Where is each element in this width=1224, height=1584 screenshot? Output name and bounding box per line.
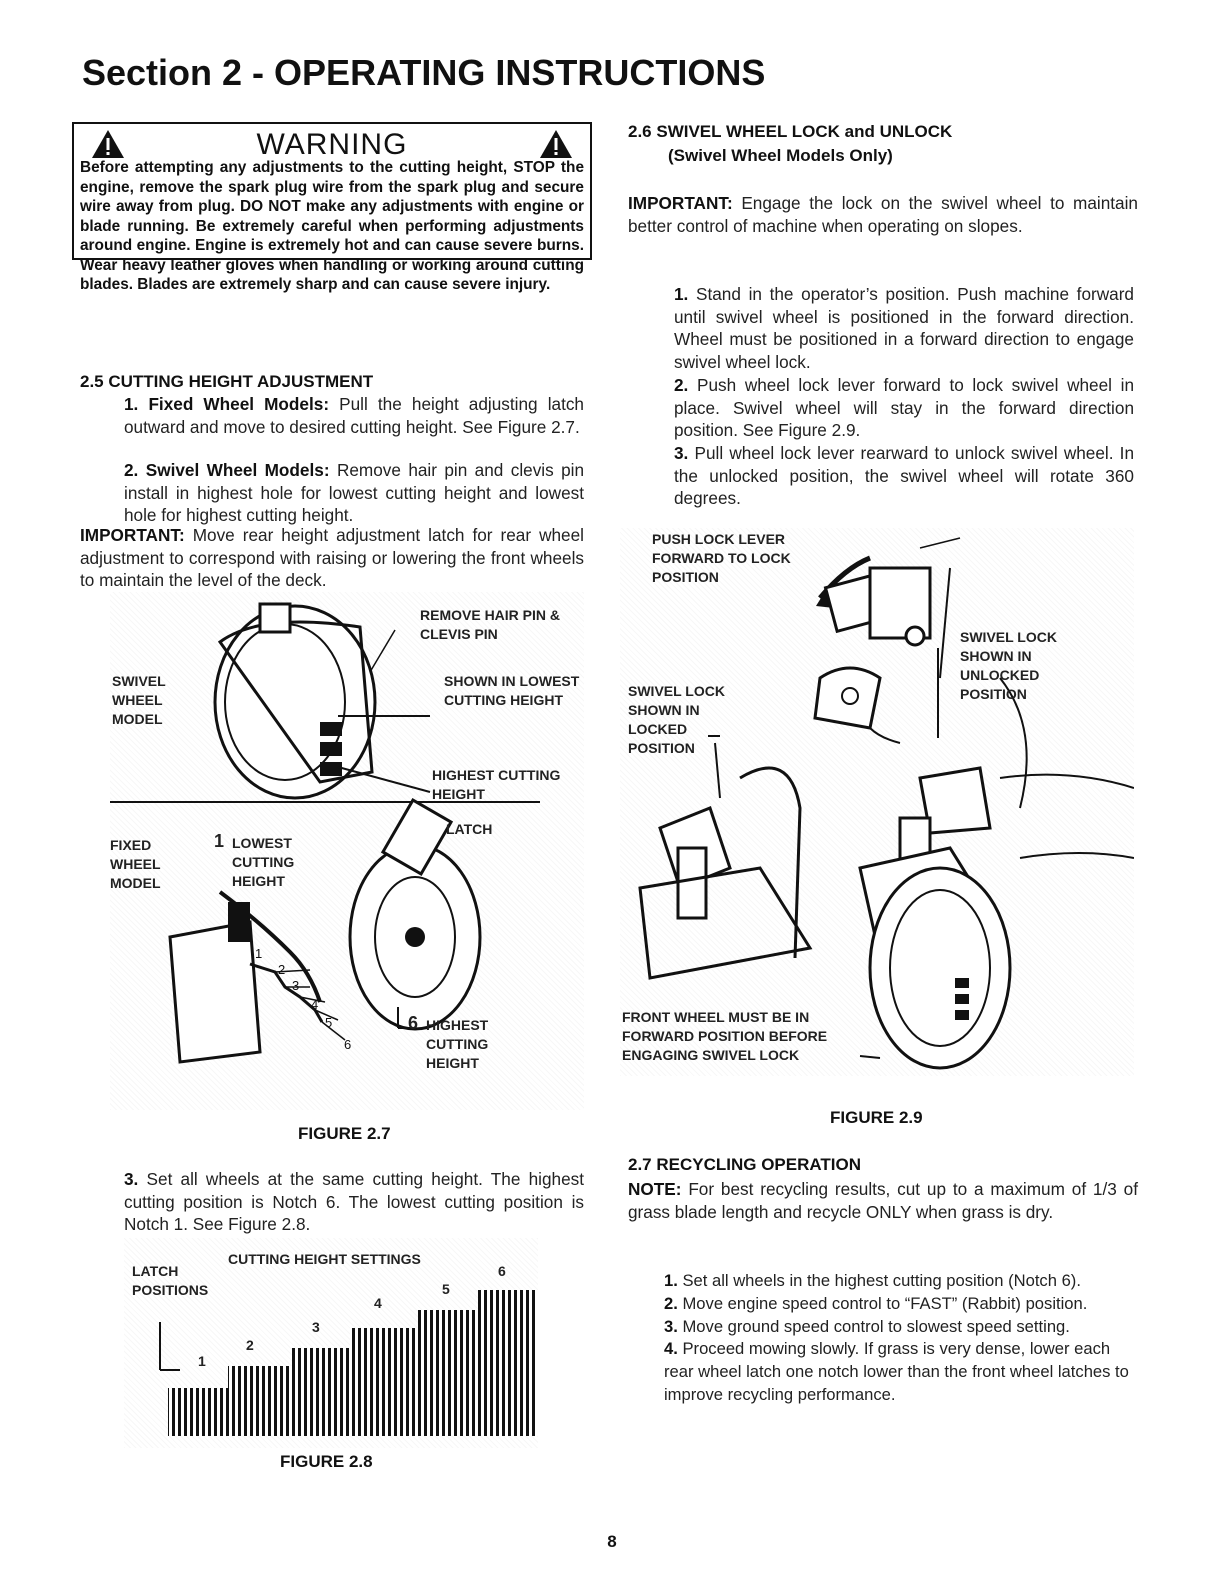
section-2-6-subheading: (Swivel Wheel Models Only) <box>668 146 893 165</box>
label-highest: HIGHEST CUTTING HEIGHT <box>426 1017 489 1071</box>
s25-item-3 <box>124 1168 584 1236</box>
notch-label: 4 <box>311 997 319 1012</box>
label-unlocked: SWIVEL LOCK SHOWN IN UNLOCKED POSITION <box>960 629 1057 702</box>
notch-label: 5 <box>325 1015 333 1030</box>
label-highest-cutting: HIGHEST CUTTING HEIGHT <box>432 767 561 802</box>
label-remove-pin: REMOVE HAIR PIN & CLEVIS PIN <box>420 607 561 642</box>
item-text: Stand in the operator’s position. Push machine forward until swivel wheel is positioned in the forward direction. Wheel must be positioned in a forward direction to engage swivel wheel lock. <box>674 284 1134 372</box>
note-text: For best recycling results, cut up to a maximum of 1/3 of grass blade length and recycle ONLY when grass is dry. <box>628 1179 1138 1222</box>
section-2-5-heading: 2.5 CUTTING HEIGHT ADJUSTMENT <box>80 372 374 391</box>
label-locked: SWIVEL LOCK SHOWN IN LOCKED POSITION <box>628 683 725 756</box>
item-text: Push wheel lock lever forward to lock swivel wheel in place. Swivel wheel will stay in the forward direction position. See Figure 2.9. <box>674 375 1135 440</box>
s26-important <box>628 192 1138 237</box>
notch-label: 6 <box>344 1037 352 1052</box>
label-fixed-model: FIXED WHEEL MODEL <box>110 837 161 891</box>
fig28-latch-positions: LATCH POSITIONS <box>132 1263 209 1298</box>
s25-item-2 <box>124 459 584 527</box>
item-text: Move engine speed control to “FAST” (Rabbit) position. <box>682 1293 1088 1313</box>
item-number: 1. <box>664 1271 678 1290</box>
level-label: 4 <box>374 1295 382 1311</box>
item-number: 3. <box>674 443 689 463</box>
figure-2-9-caption: FIGURE 2.9 <box>830 1108 923 1127</box>
item-text: Pull wheel lock lever rearward to unlock swivel wheel. In the unlocked position, the swivel wheel will rotate 360 degrees. <box>674 443 1134 508</box>
item-lead: Fixed Wheel Models: <box>148 394 330 414</box>
item-number: 2. <box>674 375 689 395</box>
list-item <box>664 1270 1134 1293</box>
fig28-title: CUTTING HEIGHT SETTINGS <box>228 1251 421 1267</box>
list-item <box>664 1338 1134 1406</box>
section-2-7-heading: 2.7 RECYCLING OPERATION <box>628 1155 861 1174</box>
figure-2-8-caption: FIGURE 2.8 <box>280 1452 373 1471</box>
page-number: 8 <box>607 1532 617 1551</box>
item-lead: Swivel Wheel Models: <box>145 460 330 480</box>
warning-triangle-icon <box>538 128 574 160</box>
notch-label: 3 <box>292 978 300 993</box>
level-label: 2 <box>246 1337 254 1353</box>
figure-2-7-drawing <box>110 592 584 1110</box>
item-number: 1. <box>124 394 139 414</box>
label-lowest-number: 1 <box>214 831 225 851</box>
label-front-wheel: FRONT WHEEL MUST BE IN FORWARD POSITION BEFORE ENGAGING SWIVEL LOCK <box>622 1009 828 1063</box>
figure-2-8 <box>124 1238 538 1448</box>
item-text: Move ground speed control to slowest speed setting. <box>682 1316 1070 1336</box>
item-text: Set all wheels in the highest cutting position (Notch 6). <box>682 1271 1081 1290</box>
level-label: 6 <box>498 1263 506 1279</box>
important-text: Move rear height adjustment latch for rear wheel adjustment to correspond with raising or lowering the front wheels to maintain the level of the deck. <box>80 525 584 590</box>
label-lowest: LOWEST CUTTING HEIGHT <box>232 835 295 889</box>
label-shown-lowest: SHOWN IN LOWEST CUTTING HEIGHT <box>444 673 580 708</box>
label-latch: LATCH <box>446 821 493 837</box>
item-text: Pull the height adjusting latch outward and move to desired cutting height. See Figure 2.7. <box>124 394 584 437</box>
important-text: Engage the lock on the swivel wheel to maintain better control of machine when operating on slopes. <box>628 193 1138 236</box>
label-swivel-model: SWIVEL WHEEL MODEL <box>112 673 166 727</box>
item-number: 4. <box>664 1339 678 1359</box>
warning-box <box>72 122 592 293</box>
level-label: 5 <box>442 1281 450 1297</box>
section-title: Section 2 - OPERATING INSTRUCTIONS <box>82 52 766 93</box>
list-item <box>664 1316 1134 1339</box>
item-number: 2. <box>124 460 139 480</box>
figure-2-9 <box>620 528 1134 1076</box>
s26-item-2 <box>674 374 1134 442</box>
item-text: Set all wheels at the same cutting height. The highest cutting position is Notch 6. The lowest cutting position is Notch 1. See Figure 2.8. <box>124 1169 585 1234</box>
label-push-lock: PUSH LOCK LEVER FORWARD TO LOCK POSITION <box>652 531 791 585</box>
warning-text: Before attempting any adjustments to the cutting height, STOP the engine, remove the spark plug wire from the spark plug and secure wire away from plug. DO NOT make any adjustments with engine or blade running. Be extremely careful when performing adjustments around engine. Engine is extremely hot and can cause severe burns. Wear heavy leather gloves when handling or working around cutting blades. Blades are extremely sharp and can cause severe injury. <box>80 159 584 293</box>
notch-label: 1 <box>255 946 263 961</box>
list-item <box>664 1293 1134 1316</box>
figure-2-7-caption: FIGURE 2.7 <box>298 1124 391 1143</box>
important-lead: IMPORTANT: <box>628 193 733 213</box>
s25-important <box>80 524 584 592</box>
figure-2-9-drawing <box>620 528 1134 1076</box>
note-lead: NOTE: <box>628 1179 682 1199</box>
s26-item-3 <box>674 442 1134 510</box>
item-number: 3. <box>664 1316 678 1336</box>
s27-list <box>664 1270 1134 1407</box>
s25-item-1 <box>124 393 584 438</box>
item-text: Proceed mowing slowly. If grass is very dense, lower each rear wheel latch one notch lower than the front wheel latches to improve recycling performance. <box>664 1339 1129 1404</box>
figure-2-7 <box>110 592 584 1110</box>
s27-note <box>628 1178 1138 1223</box>
warning-title: WARNING <box>256 128 408 161</box>
label-highest-number: 6 <box>408 1013 419 1033</box>
level-label: 1 <box>198 1353 206 1369</box>
s26-item-1 <box>674 283 1134 373</box>
notch-label: 2 <box>278 962 286 977</box>
important-lead: IMPORTANT: <box>80 525 185 545</box>
item-number: 2. <box>664 1293 678 1313</box>
section-2-6-heading: 2.6 SWIVEL WHEEL LOCK and UNLOCK <box>628 122 953 141</box>
item-text: Remove hair pin and clevis pin install in highest hole for lowest cutting height and lowest hole for highest cutting height. <box>124 460 585 525</box>
item-number: 1. <box>674 284 689 304</box>
item-number: 3. <box>124 1169 139 1189</box>
level-label: 3 <box>312 1319 320 1335</box>
